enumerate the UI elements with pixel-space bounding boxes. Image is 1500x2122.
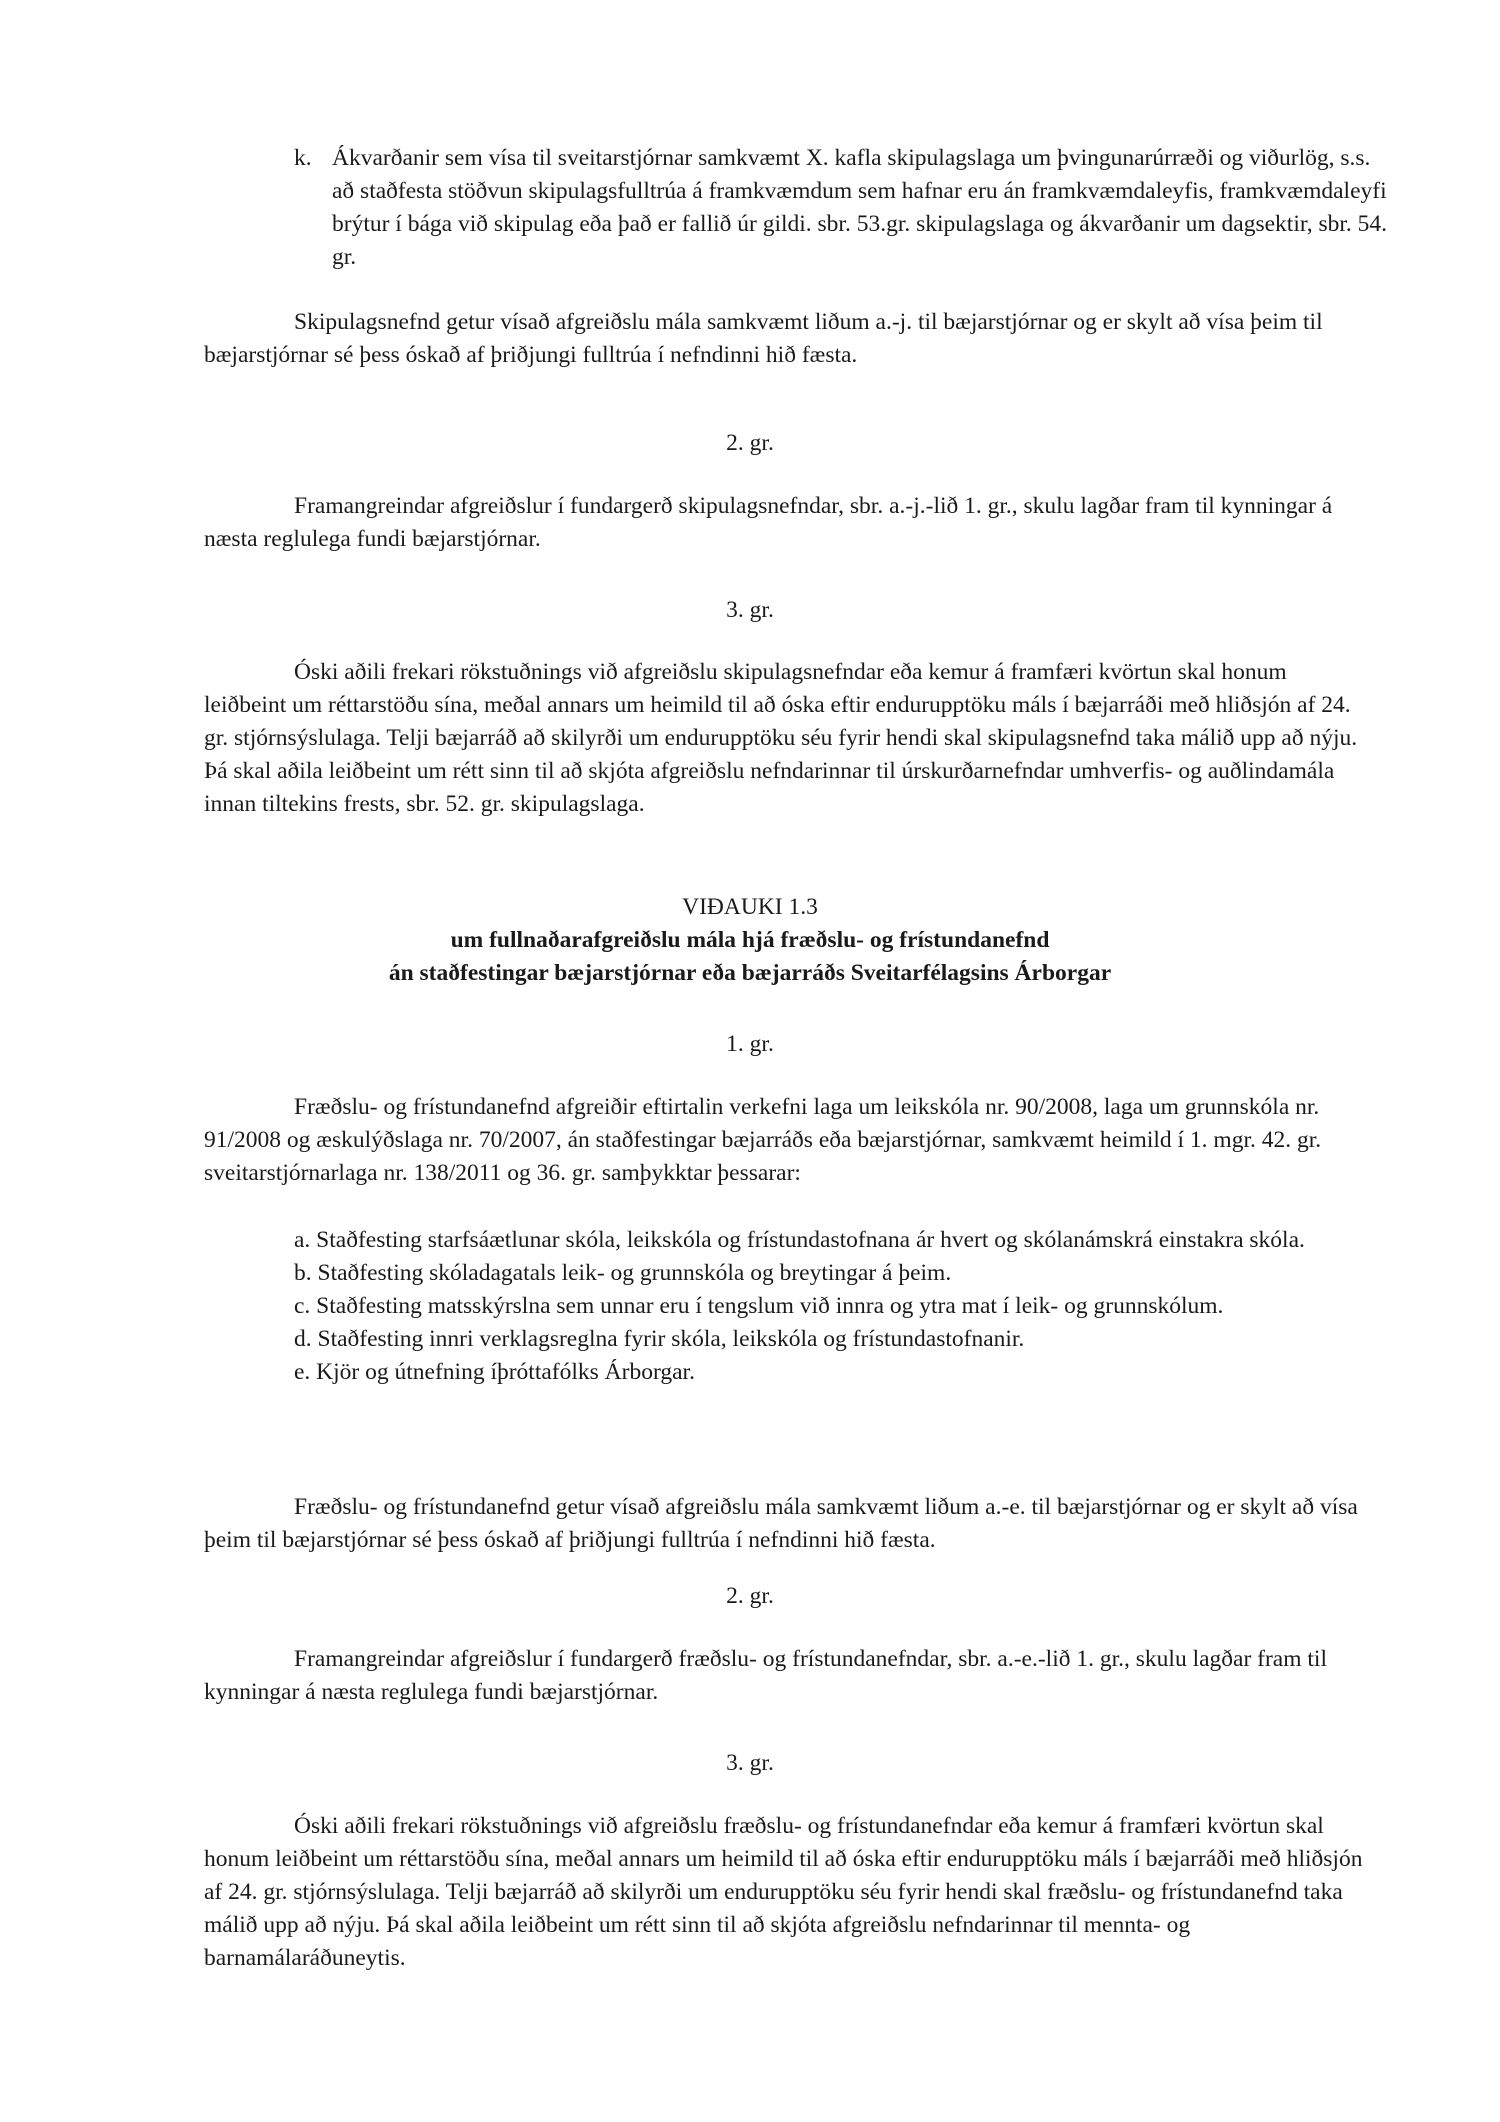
paragraph-referral-planning: Skipulagsnefnd getur vísað afgreiðslu mála samkvæmt liðum a.-j. til bæjarstjórnar og er skylt að vísa þeim til bæjarstjórnar sé þess óskað af þriðjungi fulltrúa í nefndinni hið fæsta. <box>204 309 1323 368</box>
list-item-c: c. Staðfesting matsskýrslna sem unnar eru í tengslum við innra og ytra mat í leik- og grunnskólum. <box>294 1293 1224 1319</box>
article-heading-1-education: 1. gr. <box>726 1031 774 1057</box>
list-text-k: Ákvarðanir sem vísa til sveitarstjórnar samkvæmt X. kafla skipulagslaga um þvingunarúrræði og viðurlög, s.s. að staðfesta stöðvun skipulagsfulltrúa á framkvæmdum sem hafnar eru án framkvæmdaleyfis, framkvæmdaleyfi brýtur í bága við skipulag eða það er fallið úr gildi. sbr. 53.gr. skipulagslaga og ákvarðanir um dagsektir, sbr. 54. gr. <box>332 145 1388 270</box>
paragraph-article-2-education: Framangreindar afgreiðslur í fundargerð fræðslu- og frístundanefndar, sbr. a.-e.-lið 1. gr., skulu lagðar fram til kynningar á næsta reglulega fundi bæjarstjórnar. <box>204 1646 1327 1705</box>
task-list <box>294 1224 1314 1389</box>
list-marker-k: k. <box>294 145 312 171</box>
list-item-b: b. Staðfesting skóladagatals leik- og grunnskóla og breytingar á þeim. <box>294 1260 952 1286</box>
paragraph-article-2-planning: Framangreindar afgreiðslur í fundargerð skipulagsnefndar, sbr. a.-j.-lið 1. gr., skulu lagðar fram til kynningar á næsta reglulega fundi bæjarstjórnar. <box>204 493 1333 552</box>
list-item-k <box>294 142 1394 274</box>
article-heading-3-education: 3. gr. <box>726 1750 774 1776</box>
article-heading-3-planning: 3. gr. <box>726 597 774 623</box>
article-heading-2-education: 2. gr. <box>726 1583 774 1609</box>
paragraph-article-3-education: Óski aðili frekari rökstuðnings við afgreiðslu fræðslu- og frístundanefndar eða kemur á framfæri kvörtun skal honum leiðbeint um réttarstöðu sína, meðal annars um heimild til að óska eftir endurupptöku máls í bæjarráði með hliðsjón af 24. gr. stjórnsýslulaga. Telji bæjarráð að skilyrði um endurupptöku séu fyrir hendi skal fræðslu- og frístundanefnd taka málið upp að nýju. Þá skal aðila leiðbeint um rétt sinn til að skjóta afgreiðslu nefndarinnar til mennta- og barnamálaráðuneytis. <box>204 1813 1363 1971</box>
appendix-title: VIÐAUKI 1.3 <box>682 894 818 920</box>
paragraph-article-1-education: Fræðslu- og frístundanefnd afgreiðir eftirtalin verkefni laga um leikskóla nr. 90/2008, laga um grunnskóla nr. 91/2008 og æskulýðslaga nr. 70/2007, án staðfestingar bæjarráðs eða bæjarstjórnar, samkvæmt heimild í 1. mgr. 42. gr. sveitarstjórnarlaga nr. 138/2011 og 36. gr. samþykktar þessarar: <box>204 1094 1322 1186</box>
paragraph-article-3-planning: Óski aðili frekari rökstuðnings við afgreiðslu skipulagsnefndar eða kemur á framfæri kvörtun skal honum leiðbeint um réttarstöðu sína, meðal annars um heimild til að óska eftir endurupptöku máls í bæjarráði með hliðsjón af 24. gr. stjórnsýslulaga. Telji bæjarráð að skilyrði um endurupptöku séu fyrir hendi skal skipulagsnefnd taka málið upp að nýju. Þá skal aðila leiðbeint um rétt sinn til að skjóta afgreiðslu nefndarinnar til úrskurðarnefndar umhverfis- og auðlindamála innan tiltekins frests, sbr. 52. gr. skipulagslaga. <box>204 659 1358 817</box>
list-item-d: d. Staðfesting innri verklagsreglna fyrir skóla, leikskóla og frístundastofnanir. <box>294 1326 1025 1352</box>
appendix-subtitle-line-1: um fullnaðarafgreiðslu mála hjá fræðslu- og frístundanefnd <box>450 927 1050 953</box>
article-heading-2-planning: 2. gr. <box>726 430 774 456</box>
appendix-subtitle-line-2: án staðfestingar bæjarstjórnar eða bæjarráðs Sveitarfélagsins Árborgar <box>388 960 1112 986</box>
list-item-a: a. Staðfesting starfsáætlunar skóla, leikskóla og frístundastofnana ár hvert og skólanámskrá einstakra skóla. <box>294 1227 1305 1253</box>
paragraph-referral-education: Fræðslu- og frístundanefnd getur vísað afgreiðslu mála samkvæmt liðum a.-e. til bæjarstjórnar og er skylt að vísa þeim til bæjarstjórnar sé þess óskað af þriðjungi fulltrúa í nefndinni hið fæsta. <box>204 1494 1358 1553</box>
list-item-e: e. Kjör og útnefning íþróttafólks Árborgar. <box>294 1359 695 1385</box>
